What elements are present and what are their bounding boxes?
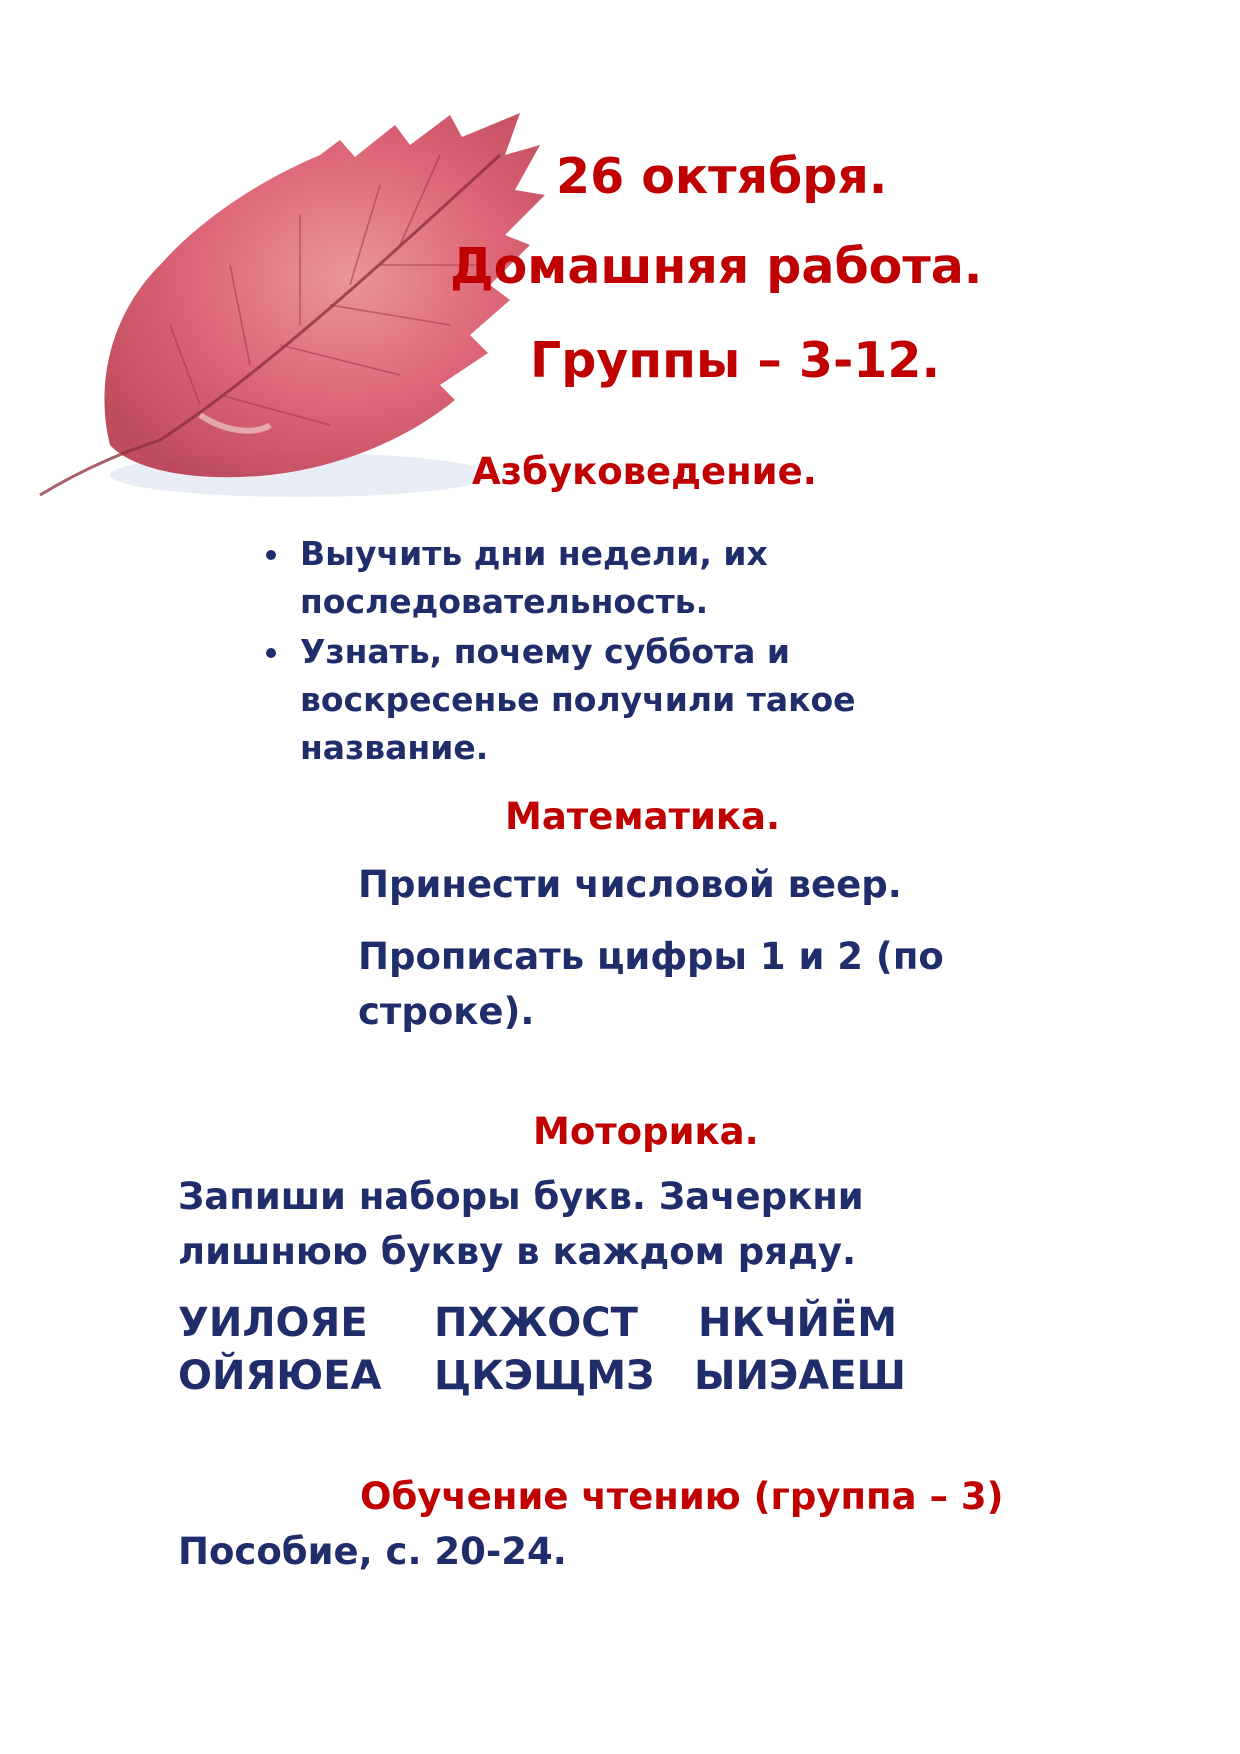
motor-heading: Моторика.: [533, 1110, 759, 1153]
math-task-digits-line2: строке).: [358, 990, 535, 1033]
list-item-line: название.: [300, 728, 489, 767]
bullet-icon: [266, 550, 276, 560]
list-item: [262, 628, 962, 772]
letter-set: НКЧЙЁМ: [698, 1300, 898, 1346]
letter-set: ЫИЭАЕШ: [694, 1353, 906, 1399]
list-item-line: Узнать, почему суббота и: [300, 632, 791, 671]
list-item-line: воскресенье получили такое: [300, 680, 856, 719]
math-heading: Математика.: [505, 795, 781, 838]
motor-instruction-line2: лишнюю букву в каждом ряду.: [178, 1230, 857, 1273]
letter-set: ЦКЭЩМЗ: [434, 1353, 655, 1399]
reading-heading: Обучение чтению (группа – 3): [360, 1475, 1004, 1518]
bullet-icon: [266, 648, 276, 658]
alphabet-task-list: [262, 530, 962, 774]
letter-set: ПХЖОСТ: [434, 1300, 638, 1346]
homework-heading: Домашняя работа.: [450, 238, 983, 295]
math-task-digits-line1: Прописать цифры 1 и 2 (по: [358, 935, 944, 978]
alphabet-heading: Азбуковедение.: [472, 450, 817, 493]
letter-set: УИЛОЯЕ: [178, 1300, 368, 1346]
letter-set: ОЙЯЮЕА: [178, 1353, 382, 1399]
motor-instruction-line1: Запиши наборы букв. Зачеркни: [178, 1175, 864, 1218]
list-item-line: Выучить дни недели, их: [300, 534, 768, 573]
list-item-line: последовательность.: [300, 582, 709, 621]
reading-task: Пособие, с. 20-24.: [178, 1530, 567, 1573]
math-task-fan: Принести числовой веер.: [358, 863, 902, 906]
date-heading: 26 октября.: [556, 148, 888, 205]
list-item: [262, 530, 962, 626]
groups-heading: Группы – 3-12.: [530, 332, 941, 389]
